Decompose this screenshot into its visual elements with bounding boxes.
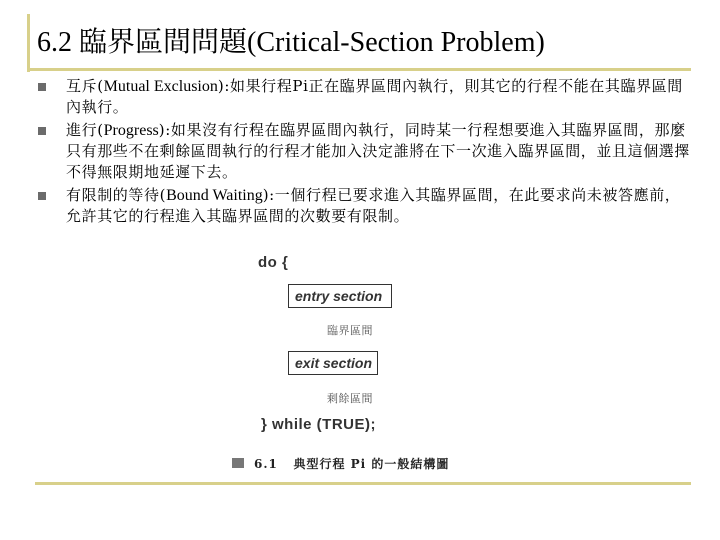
code-do-line: do { — [258, 254, 289, 271]
critical-section-label: 臨界區間 — [327, 324, 373, 337]
bullet-list — [35, 76, 695, 229]
title-accent-vertical — [27, 14, 30, 72]
bottom-rule — [35, 482, 691, 485]
square-bullet-icon — [38, 83, 46, 91]
bullet-item-mutual-exclusion — [35, 76, 695, 118]
square-bullet-icon — [38, 127, 46, 135]
title-underline — [27, 68, 691, 71]
slide-title: 6.2 臨界區間問題(Critical-Section Problem) — [37, 27, 545, 58]
remainder-section-label: 剩餘區間 — [327, 392, 373, 405]
bullet-item-bound-waiting — [35, 185, 695, 227]
bullet-text: 進行(Progress):如果沒有行程在臨界區間內執行，同時某一行程想要進入其臨界區間，那麼只有那些不在剩餘區間執行的行程才能加入決定誰將在下一次進入臨界區間，並且這個選擇不得無限期地延遲下去。 — [66, 121, 691, 181]
process-structure-figure — [228, 248, 484, 478]
figure-caption: 6.1 典型行程 Pi 的一般結構圖 — [254, 457, 450, 471]
square-bullet-icon — [38, 192, 46, 200]
bullet-text: 有限制的等待(Bound Waiting):一個行程已要求進入其臨界區間，在此要求尚未被答應前，允許其它的行程進入其臨界區間的次數要有限制。 — [66, 186, 681, 225]
figure-icon — [232, 458, 244, 468]
code-while-line: } while (TRUE); — [261, 416, 376, 433]
exit-section-box: exit section — [288, 351, 378, 375]
bullet-text: 互斥(Mutual Exclusion):如果行程Pi正在臨界區間內執行，則其它的行程不能在其臨界區間內執行。 — [66, 77, 683, 116]
bullet-item-progress — [35, 120, 695, 183]
entry-section-box: entry section — [288, 284, 392, 308]
